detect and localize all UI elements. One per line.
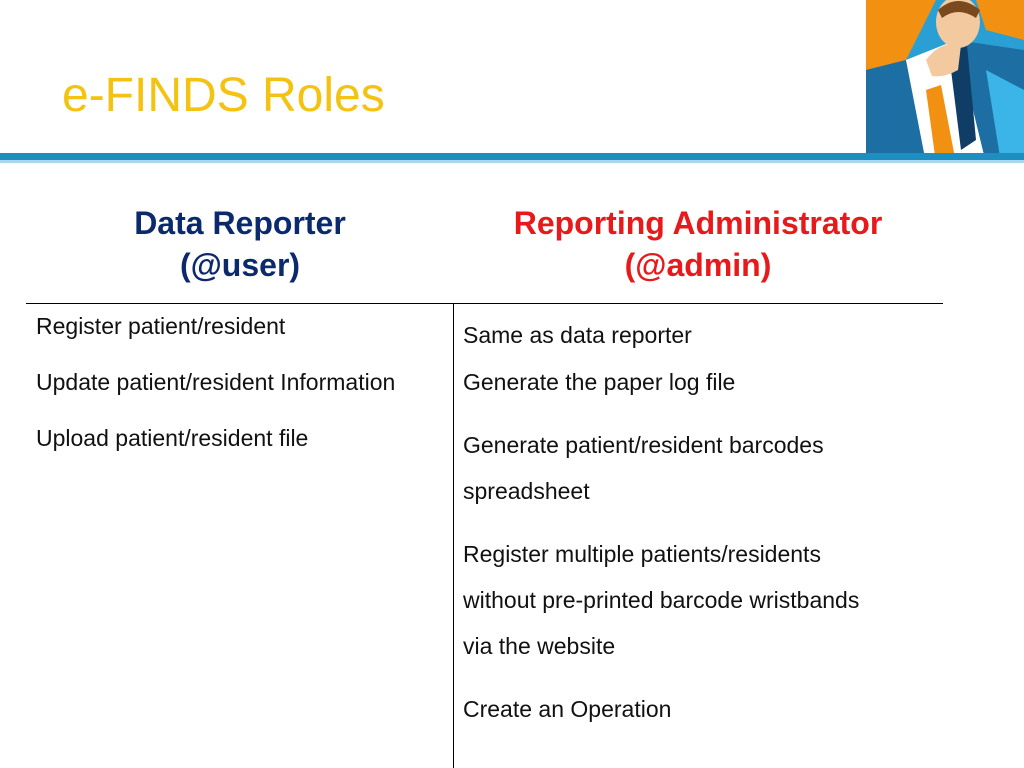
data-reporter-heading-line1: Data Reporter: [134, 205, 346, 241]
reporting-administrator-heading-line1: Reporting Administrator: [513, 205, 883, 241]
left-item: Upload patient/resident file: [36, 425, 309, 451]
header-divider-bar-light: [0, 160, 1024, 163]
thinking-businessman-icon: [866, 0, 1024, 163]
reporting-administrator-heading-line2: (@admin): [624, 247, 772, 283]
left-item: Update patient/resident Information: [36, 369, 396, 395]
right-item: Create an Operation: [463, 696, 672, 722]
right-item: Same as data reporter: [463, 322, 692, 348]
right-item: Generate patient/resident barcodes: [463, 432, 824, 458]
right-item: Generate the paper log file: [463, 369, 736, 395]
right-item: Register multiple patients/residents: [463, 541, 821, 567]
header-divider-bar: [0, 153, 1024, 160]
right-item: spreadsheet: [463, 478, 590, 504]
right-item: without pre-printed barcode wristbands: [463, 587, 860, 613]
slide-title: e-FINDS Roles: [62, 69, 385, 122]
reporting-administrator-heading: [478, 202, 918, 286]
data-reporter-heading: [60, 202, 420, 286]
data-reporter-heading-line2: (@user): [179, 247, 301, 283]
left-item: Register patient/resident: [36, 313, 286, 339]
right-item: via the website: [463, 633, 616, 659]
table-vertical-rule: [453, 304, 454, 768]
